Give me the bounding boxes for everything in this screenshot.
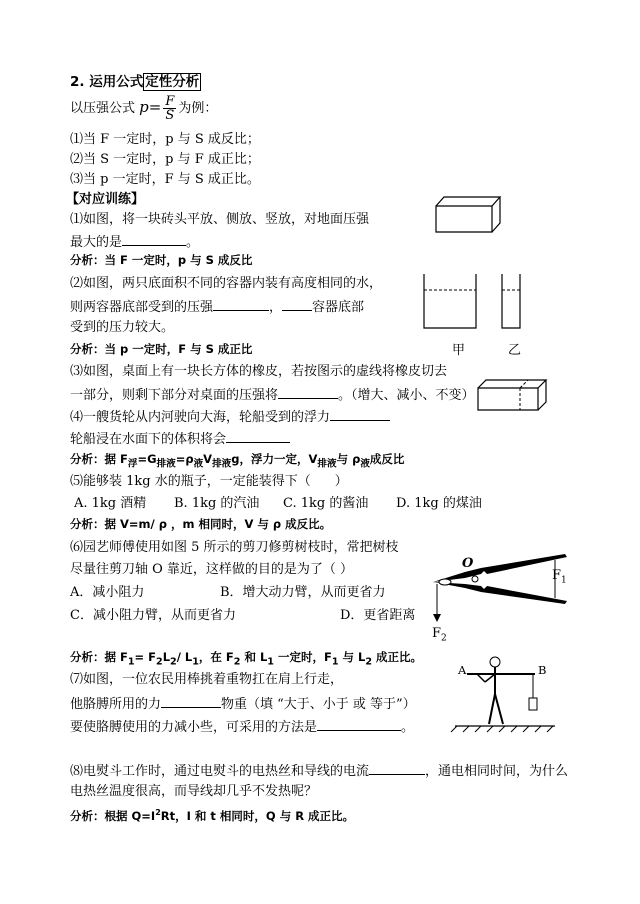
q1-line2 — [70, 233, 199, 251]
q4-buoyancy-blank[interactable] — [330, 408, 390, 421]
q2-line1: ⑵如图，两只底面积不同的容器内装有高度相同的水， — [70, 276, 383, 291]
q5-analysis: 分析：据 V=m/ ρ ，m 相同时，V 与 ρ 成反比。 — [70, 517, 332, 531]
q6-option-c[interactable]: C．减小阻力臂，从而更省力 — [70, 608, 236, 623]
formula-eq: = — [148, 98, 162, 116]
q2-line2-mid: ， — [269, 300, 283, 315]
formula-p: p — [139, 98, 149, 116]
q3-line1: ⑶如图，桌面上有一块长方体的橡皮，若按图示的虚线将橡皮切去 — [70, 364, 448, 379]
formula-suffix: 为例： — [178, 101, 218, 116]
section-title-boxed: 定性分析 — [145, 74, 200, 90]
q4-analysis: 分析：据 $F_浮=G_{排液}=\rho_液V_{排液}g$，浮力一定，$V_{排液}$与 $\rho_液$成反比 — [70, 452, 405, 470]
eraser-figure — [470, 378, 550, 414]
brick-figure — [430, 192, 500, 237]
q2-line2 — [70, 298, 364, 316]
q2-container-blank[interactable] — [282, 298, 312, 311]
q1-line2-prefix: 最大的是 — [70, 235, 123, 250]
farmer-figure — [455, 652, 565, 732]
q8-line1 — [70, 762, 568, 780]
q5-option-d[interactable]: D. 1kg 的煤油 — [396, 496, 482, 511]
q7-line2-mid: 物重（填 “大于、小于 或 等于”） — [221, 697, 416, 712]
q1-answer-blank[interactable] — [122, 233, 186, 246]
q8-line1-suffix: ，通电相同时间，为什么 — [425, 764, 569, 779]
q8-line1-prefix: ⑻电熨斗工作时，通过电熨斗的电热丝和导线的电流 — [70, 764, 370, 779]
scissors-label-f1: $F_1$ — [552, 568, 567, 586]
formula-prefix: 以压强公式 — [70, 101, 136, 116]
rule-1: ⑴当 F 一定时，p 与 S 成反比； — [70, 132, 260, 147]
rule-3: ⑶当 p 一定时，F 与 S 成正比。 — [70, 172, 260, 187]
q1-line1: ⑴如图，将一块砖头平放、侧放、竖放，对地面压强 — [70, 212, 370, 227]
q4-volume-blank[interactable] — [226, 430, 290, 443]
q7-line2-prefix: 他胳膊所用的力 — [70, 697, 162, 712]
q5-stem — [70, 474, 348, 490]
farmer-label-b: B — [538, 663, 547, 677]
section-title-plain: 运用公式 — [89, 74, 144, 90]
q4-line1 — [70, 408, 390, 426]
q6-analysis: 分析：据 $F_1= F_2L_2/$ $L_1$，在 $F_2$ 和 $L_1$ 一定时，$F_1$ 与 $L_2$ 成正比。 — [70, 650, 423, 668]
q5-option-c[interactable]: C. 1kg 的酱油 — [283, 496, 369, 511]
training-heading: 【对应训练】 — [66, 192, 145, 207]
container-label-yi: 乙 — [508, 343, 522, 358]
rule-2: ⑵当 S 一定时，p 与 F 成正比； — [70, 152, 260, 167]
q2-line2-suffix: 容器底部 — [312, 300, 365, 315]
formula-numerator: F — [165, 94, 175, 109]
formula-intro — [70, 95, 217, 122]
container-label-jia: 甲 — [452, 343, 466, 358]
q7-line3 — [70, 718, 414, 736]
q6-option-a[interactable]: A．减小阻力 — [70, 585, 145, 600]
q8-analysis: 分析：根据 $Q=I^2Rt$，I 和 t 相同时，Q 与 R 成正比。 — [70, 808, 355, 823]
containers-figure — [420, 270, 540, 332]
scissors-label-o: O — [462, 556, 474, 571]
q8-line2: 电热丝温度很高，而导线却几乎不发热呢？ — [70, 784, 318, 799]
q3-line2-prefix: 一部分，则剩下部分对桌面的压强将 — [70, 388, 279, 403]
formula-denominator: S — [165, 108, 175, 123]
q7-line3-prefix: 要使胳膊使用的力减小些，可采用的方法是 — [70, 720, 318, 735]
q6-option-b[interactable]: B．增大动力臂，从而更省力 — [220, 585, 386, 600]
q4-line2 — [70, 430, 290, 448]
q2-line3: 受到的压力较大。 — [70, 320, 175, 335]
q1-analysis: 分析：当 F 一定时，p 与 S 成反比 — [70, 253, 253, 267]
formula-fraction — [163, 95, 176, 122]
section-number: 2. — [70, 74, 85, 90]
q6-line2: 尽量往剪刀轴 O 靠近，这样做的目的是为了（ ） — [70, 562, 354, 577]
q7-line1: ⑺如图，一位农民用棒挑着重物扛在肩上行走， — [70, 672, 344, 687]
q6-option-d[interactable]: D．更省距离 — [340, 608, 416, 623]
farmer-label-a: A — [458, 663, 467, 677]
q6-line1: ⑹园艺师傅使用如图 5 所示的剪刀修剪树枝时，常把树枝 — [70, 540, 399, 555]
q7-line2 — [70, 695, 416, 713]
q1-line2-suffix: 。 — [186, 235, 200, 250]
scissors-figure — [425, 548, 575, 628]
q5-option-a[interactable]: A. 1kg 酒精 — [74, 496, 147, 511]
q5-option-b[interactable]: B. 1kg 的汽油 — [174, 496, 260, 511]
q5-stem-suffix: ） — [334, 474, 348, 489]
q2-pressure-blank[interactable] — [213, 298, 269, 311]
q4-line1-prefix: ⑷一艘货轮从内河驶向大海，轮船受到的浮力 — [70, 410, 331, 425]
q3-line2-suffix: 。（增大、减小、不变） — [338, 388, 475, 403]
q3-answer-blank[interactable] — [278, 386, 338, 399]
section-title — [70, 74, 201, 90]
q2-line2-prefix: 则两容器底部受到的压强 — [70, 300, 214, 315]
q5-stem-prefix: ⑸能够装 1kg 水的瓶子，一定能装得下（ — [70, 474, 311, 489]
q7-force-blank[interactable] — [161, 695, 221, 708]
q7-method-blank[interactable] — [317, 718, 401, 731]
q2-analysis: 分析：当 p 一定时，F 与 S 成正比 — [70, 342, 253, 356]
scissors-label-f2: $F_2$ — [432, 626, 447, 644]
q8-current-blank[interactable] — [369, 762, 425, 775]
q4-line2-prefix: 轮船浸在水面下的体积将会 — [70, 432, 227, 447]
q3-line2 — [70, 386, 475, 404]
q7-line3-suffix: 。 — [401, 720, 415, 735]
